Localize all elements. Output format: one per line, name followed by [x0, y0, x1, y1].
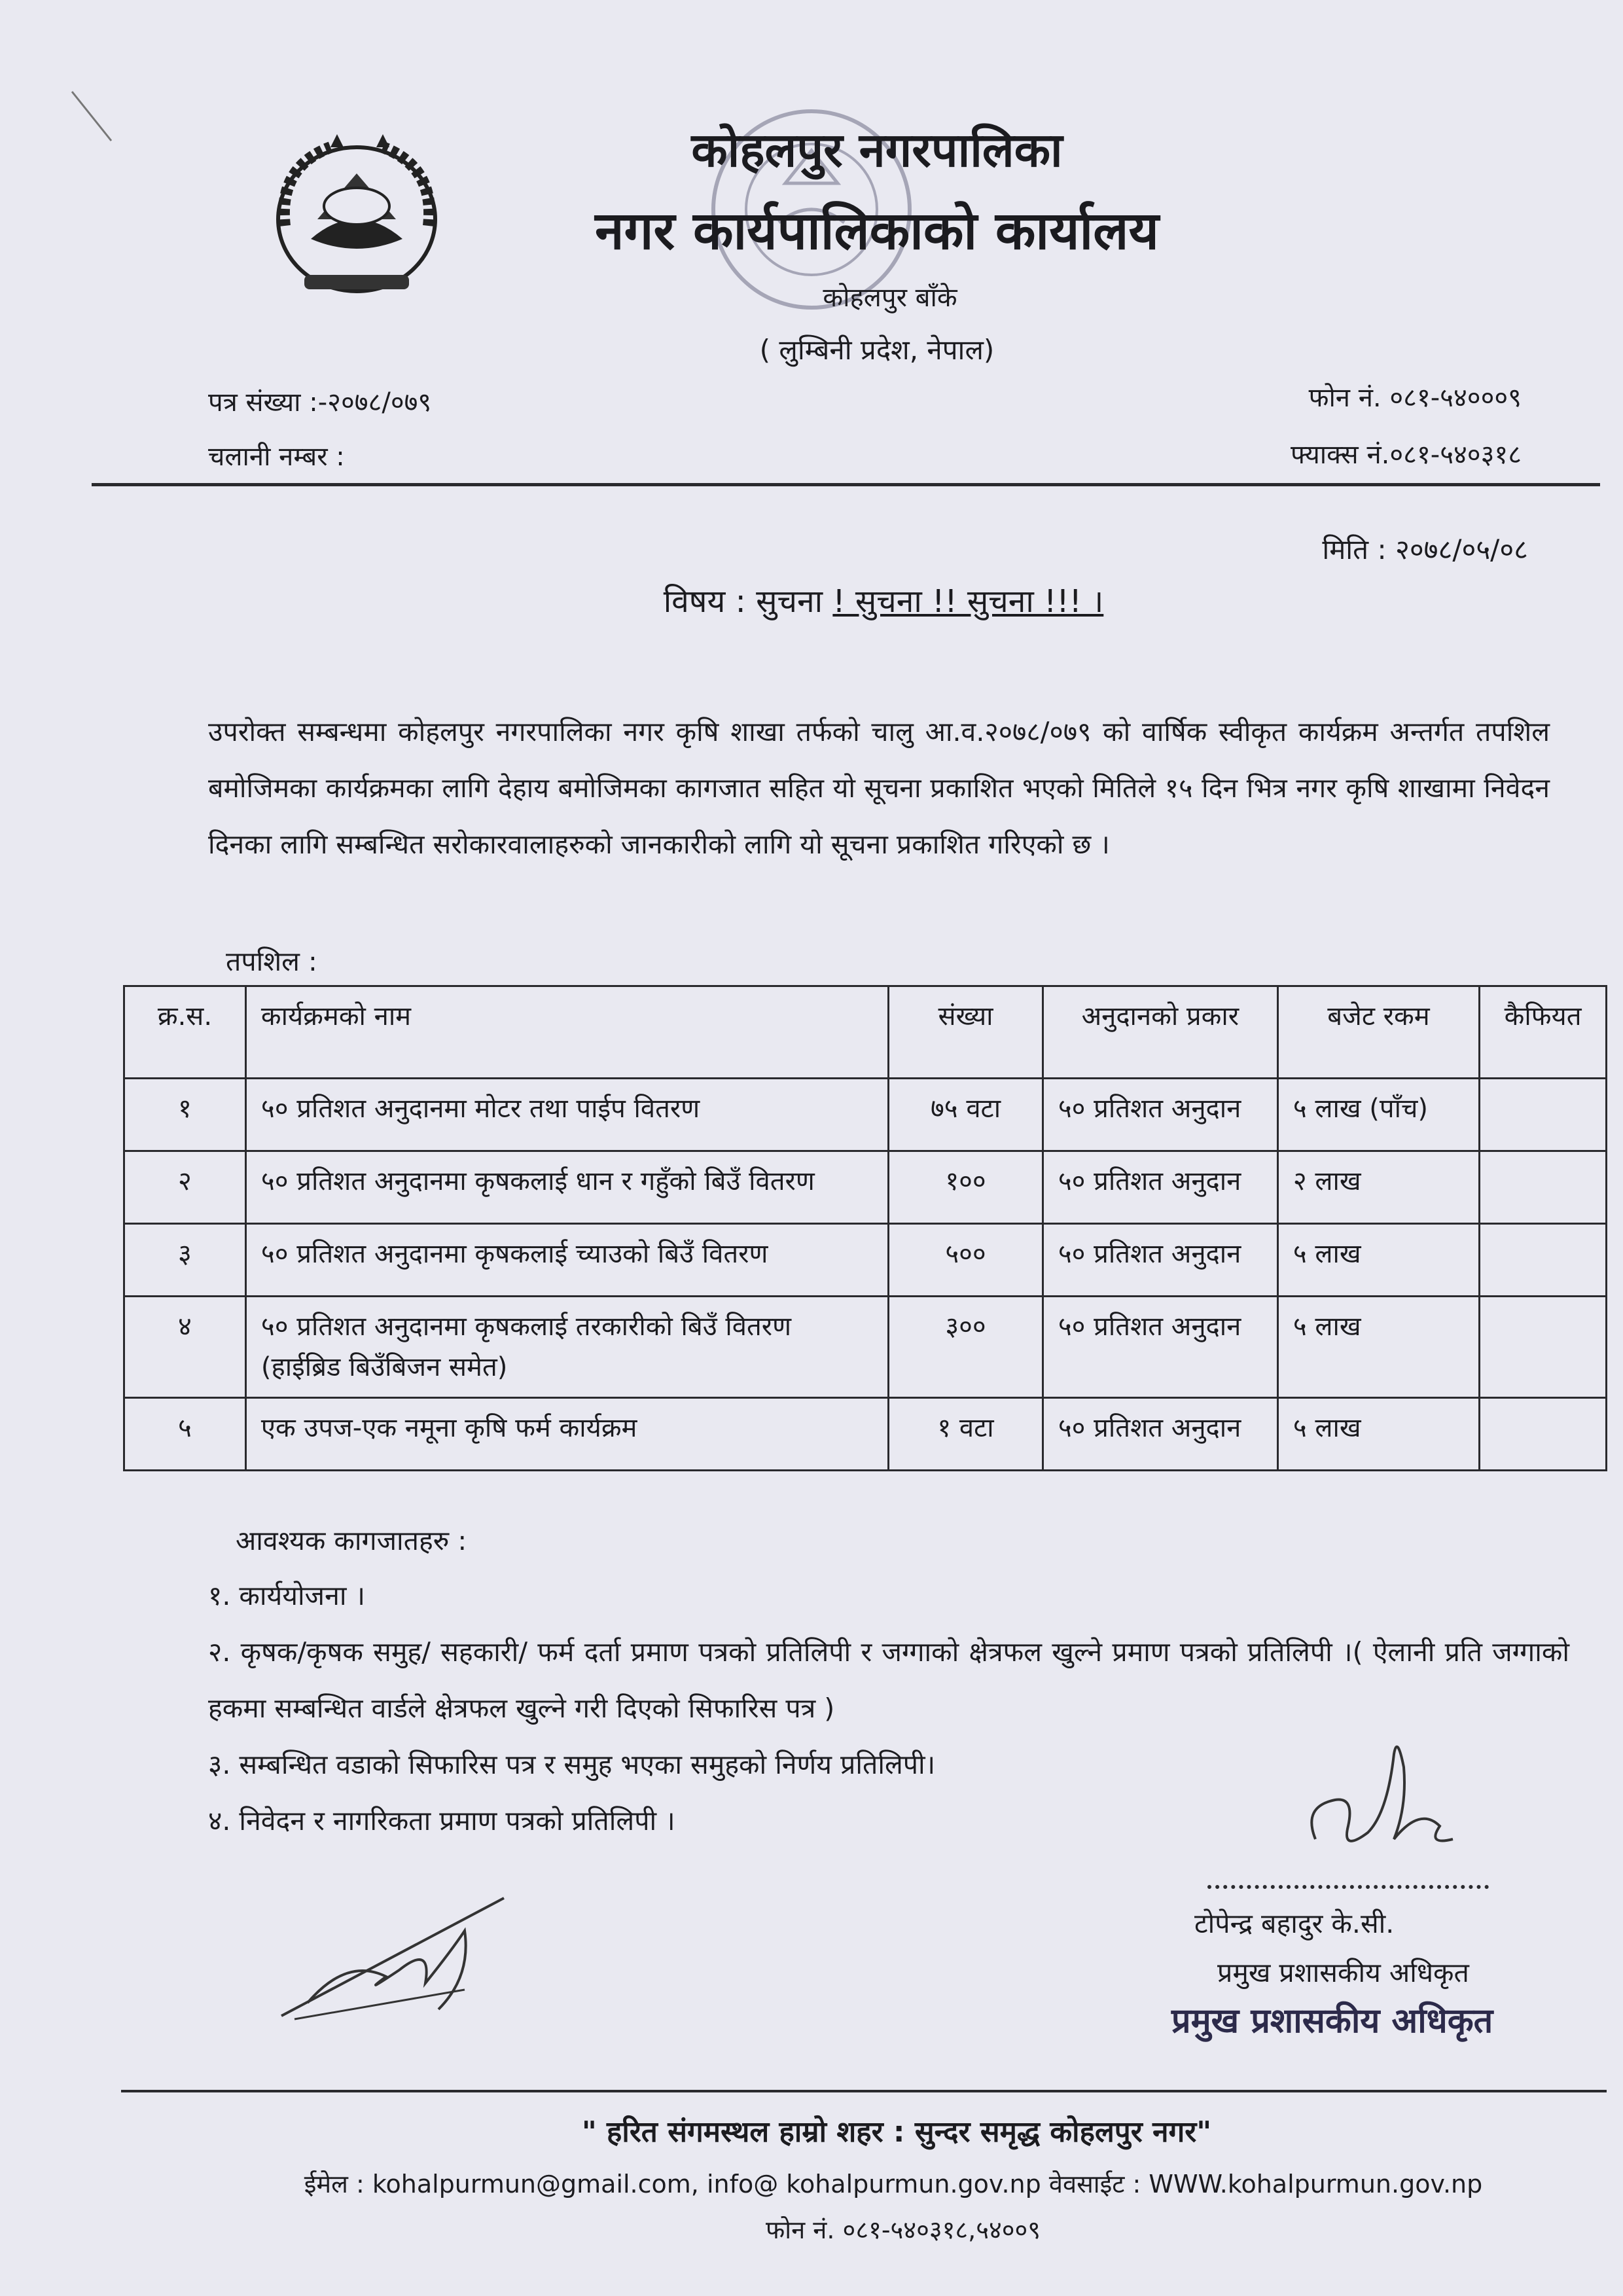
subject-prefix: विषय : सुचना [663, 583, 823, 620]
header-budget: बजेट रकम [1277, 986, 1479, 1079]
cell-budget: ५ लाख [1277, 1297, 1479, 1398]
cell-sn: २ [124, 1151, 246, 1224]
notice-subject [72, 579, 1623, 622]
phone-number: फोन नं. ०८१-५४०००९ [1308, 383, 1522, 413]
details-label: तपशिल : [226, 946, 317, 977]
footer-contact: ईमेल : kohalpurmun@gmail.com, info@ kohalpurmun.gov.np वेवसाईट : WWW.kohalpurmun.gov.np [304, 2170, 1483, 2198]
subject-emphasis: ! सुचना !! सुचना !!! । [832, 583, 1104, 620]
cell-sn: ३ [124, 1224, 246, 1297]
cell-sn: ५ [124, 1398, 246, 1471]
cell-remarks [1480, 1224, 1607, 1297]
program-table [123, 985, 1607, 1471]
cell-sn: ४ [124, 1297, 246, 1398]
cell-name: ५० प्रतिशत अनुदानमा कृषकलाई धान र गहुँको बिउँ वितरण [245, 1151, 888, 1224]
cell-grant-type: ५० प्रतिशत अनुदान [1043, 1224, 1277, 1297]
header-quantity: संख्या [889, 986, 1043, 1079]
cell-sn: १ [124, 1079, 246, 1151]
cell-name: ५० प्रतिशत अनुदानमा कृषकलाई च्याउको बिउँ वितरण [245, 1224, 888, 1297]
cell-quantity: ५०० [889, 1224, 1043, 1297]
cell-remarks [1480, 1151, 1607, 1224]
signatory-title: प्रमुख प्रशासकीय अधिकृत [1217, 1957, 1469, 1988]
footer-phone: फोन नं. ०८१-५४०३१८,५४००९ [766, 2215, 1041, 2244]
table-row [124, 1151, 1607, 1224]
cell-quantity: ३०० [889, 1297, 1043, 1398]
footer-divider [121, 2090, 1607, 2092]
cell-name: ५० प्रतिशत अनुदानमा मोटर तथा पाईप वितरण [245, 1079, 888, 1151]
dispatch-number: चलानी नम्बर : [208, 442, 345, 472]
notice-body: उपरोक्त सम्बन्धमा कोहलपुर नगरपालिका नगर कृषि शाखा तर्फको चालु आ.व.२०७८/०७९ को वार्षिक स्वीकृत कार्यक्रम अन्तर्गत तपशिल बमोजिमका कार्यक्रमका लागि देहाय बमोजिमका कागजात सहित यो सूचना प्रकाशित भएको मितिले १५ दिन भित्र नगर कृषि शाखामा निवेदन दिनका लागि सम्बन्धित सरोकारवालाहरुको जानकारीको लागि यो सूचना प्रकाशित गरिएको छ । [208, 716, 1550, 860]
cell-remarks [1480, 1398, 1607, 1471]
office-title: नगर कार्यपालिकाको कार्यालय [595, 200, 1159, 261]
list-item: ४. निवेदन र नागरिकता प्रमाण पत्रको प्रतिलिपी । [208, 1805, 675, 1837]
table-row [124, 1224, 1607, 1297]
cell-grant-type: ५० प्रतिशत अनुदान [1043, 1151, 1277, 1224]
signature-icon [268, 1892, 517, 2029]
cell-budget: २ लाख [1277, 1151, 1479, 1224]
cell-budget: ५ लाख [1277, 1398, 1479, 1471]
cell-quantity: १ वटा [889, 1398, 1043, 1471]
list-item: २. कृषक/कृषक समुह/ सहकारी/ फर्म दर्ता प्रमाण पत्रको प्रतिलिपी र जग्गाको क्षेत्रफल खुल्ने प्रमाण पत्रको प्रतिलिपी ।( ऐलानी प्रति जग्गाको हकमा सम्बन्धित वार्डले क्षेत्रफल खुल्ने गरी दिएको सिफारिस पत्र ) [208, 1636, 1569, 1724]
cell-budget: ५ लाख [1277, 1224, 1479, 1297]
designation-stamp: प्रमुख प्रशासकीय अधिकृत [1171, 2001, 1493, 2041]
cell-grant-type: ५० प्रतिशत अनुदान [1043, 1297, 1277, 1398]
cell-budget: ५ लाख (पाँच) [1277, 1079, 1479, 1151]
table-header-row [124, 986, 1607, 1079]
cell-name: एक उपज-एक नमूना कृषि फर्म कार्यक्रम [245, 1398, 888, 1471]
table-row [124, 1297, 1607, 1398]
header-name: कार्यक्रमको नाम [245, 986, 888, 1079]
table-row [124, 1398, 1607, 1471]
cell-name: ५० प्रतिशत अनुदानमा कृषकलाई तरकारीको बिउँ वितरण (हाईब्रिड बिउँबिजन समेत) [245, 1297, 888, 1398]
signature-line [1207, 1885, 1489, 1889]
table-row [124, 1079, 1607, 1151]
signature-icon [1296, 1728, 1466, 1885]
cell-quantity: १०० [889, 1151, 1043, 1224]
cell-remarks [1480, 1079, 1607, 1151]
municipality-title: कोहलपुर नगरपालिका [691, 122, 1063, 177]
notice-date: मिति : २०७८/०५/०८ [1322, 533, 1528, 565]
office-location: कोहलपुर बाँके [823, 283, 957, 313]
cell-remarks [1480, 1297, 1607, 1398]
cell-grant-type: ५० प्रतिशत अनुदान [1043, 1398, 1277, 1471]
cell-quantity: ७५ वटा [889, 1079, 1043, 1151]
footer-motto: " हरित संगमस्थल हाम्रो शहर : सुन्दर समृद्ध कोहलपुर नगर" [581, 2115, 1212, 2149]
header-divider [92, 483, 1600, 486]
signatory-name: टोपेन्द्र बहादुर के.सी. [1194, 1908, 1395, 1939]
header-sn: क्र.स. [124, 986, 246, 1079]
reference-number: पत्र संख्या :-२०७८/०७९ [208, 387, 432, 418]
required-docs-label: आवश्यक कागजातहरु : [236, 1525, 467, 1556]
cell-grant-type: ५० प्रतिशत अनुदान [1043, 1079, 1277, 1151]
fax-number: फ्याक्स नं.०८१-५४०३१८ [1291, 440, 1522, 470]
province-line: ( लुम्बिनी प्रदेश, नेपाल) [759, 334, 995, 366]
header-grant-type: अनुदानको प्रकार [1043, 986, 1277, 1079]
list-item: १. कार्ययोजना । [208, 1580, 366, 1611]
list-item: ३. सम्बन्धित वडाको सिफारिस पत्र र समुह भएका समुहको निर्णय प्रतिलिपी। [208, 1749, 936, 1780]
header-remarks: कैफियत [1480, 986, 1607, 1079]
